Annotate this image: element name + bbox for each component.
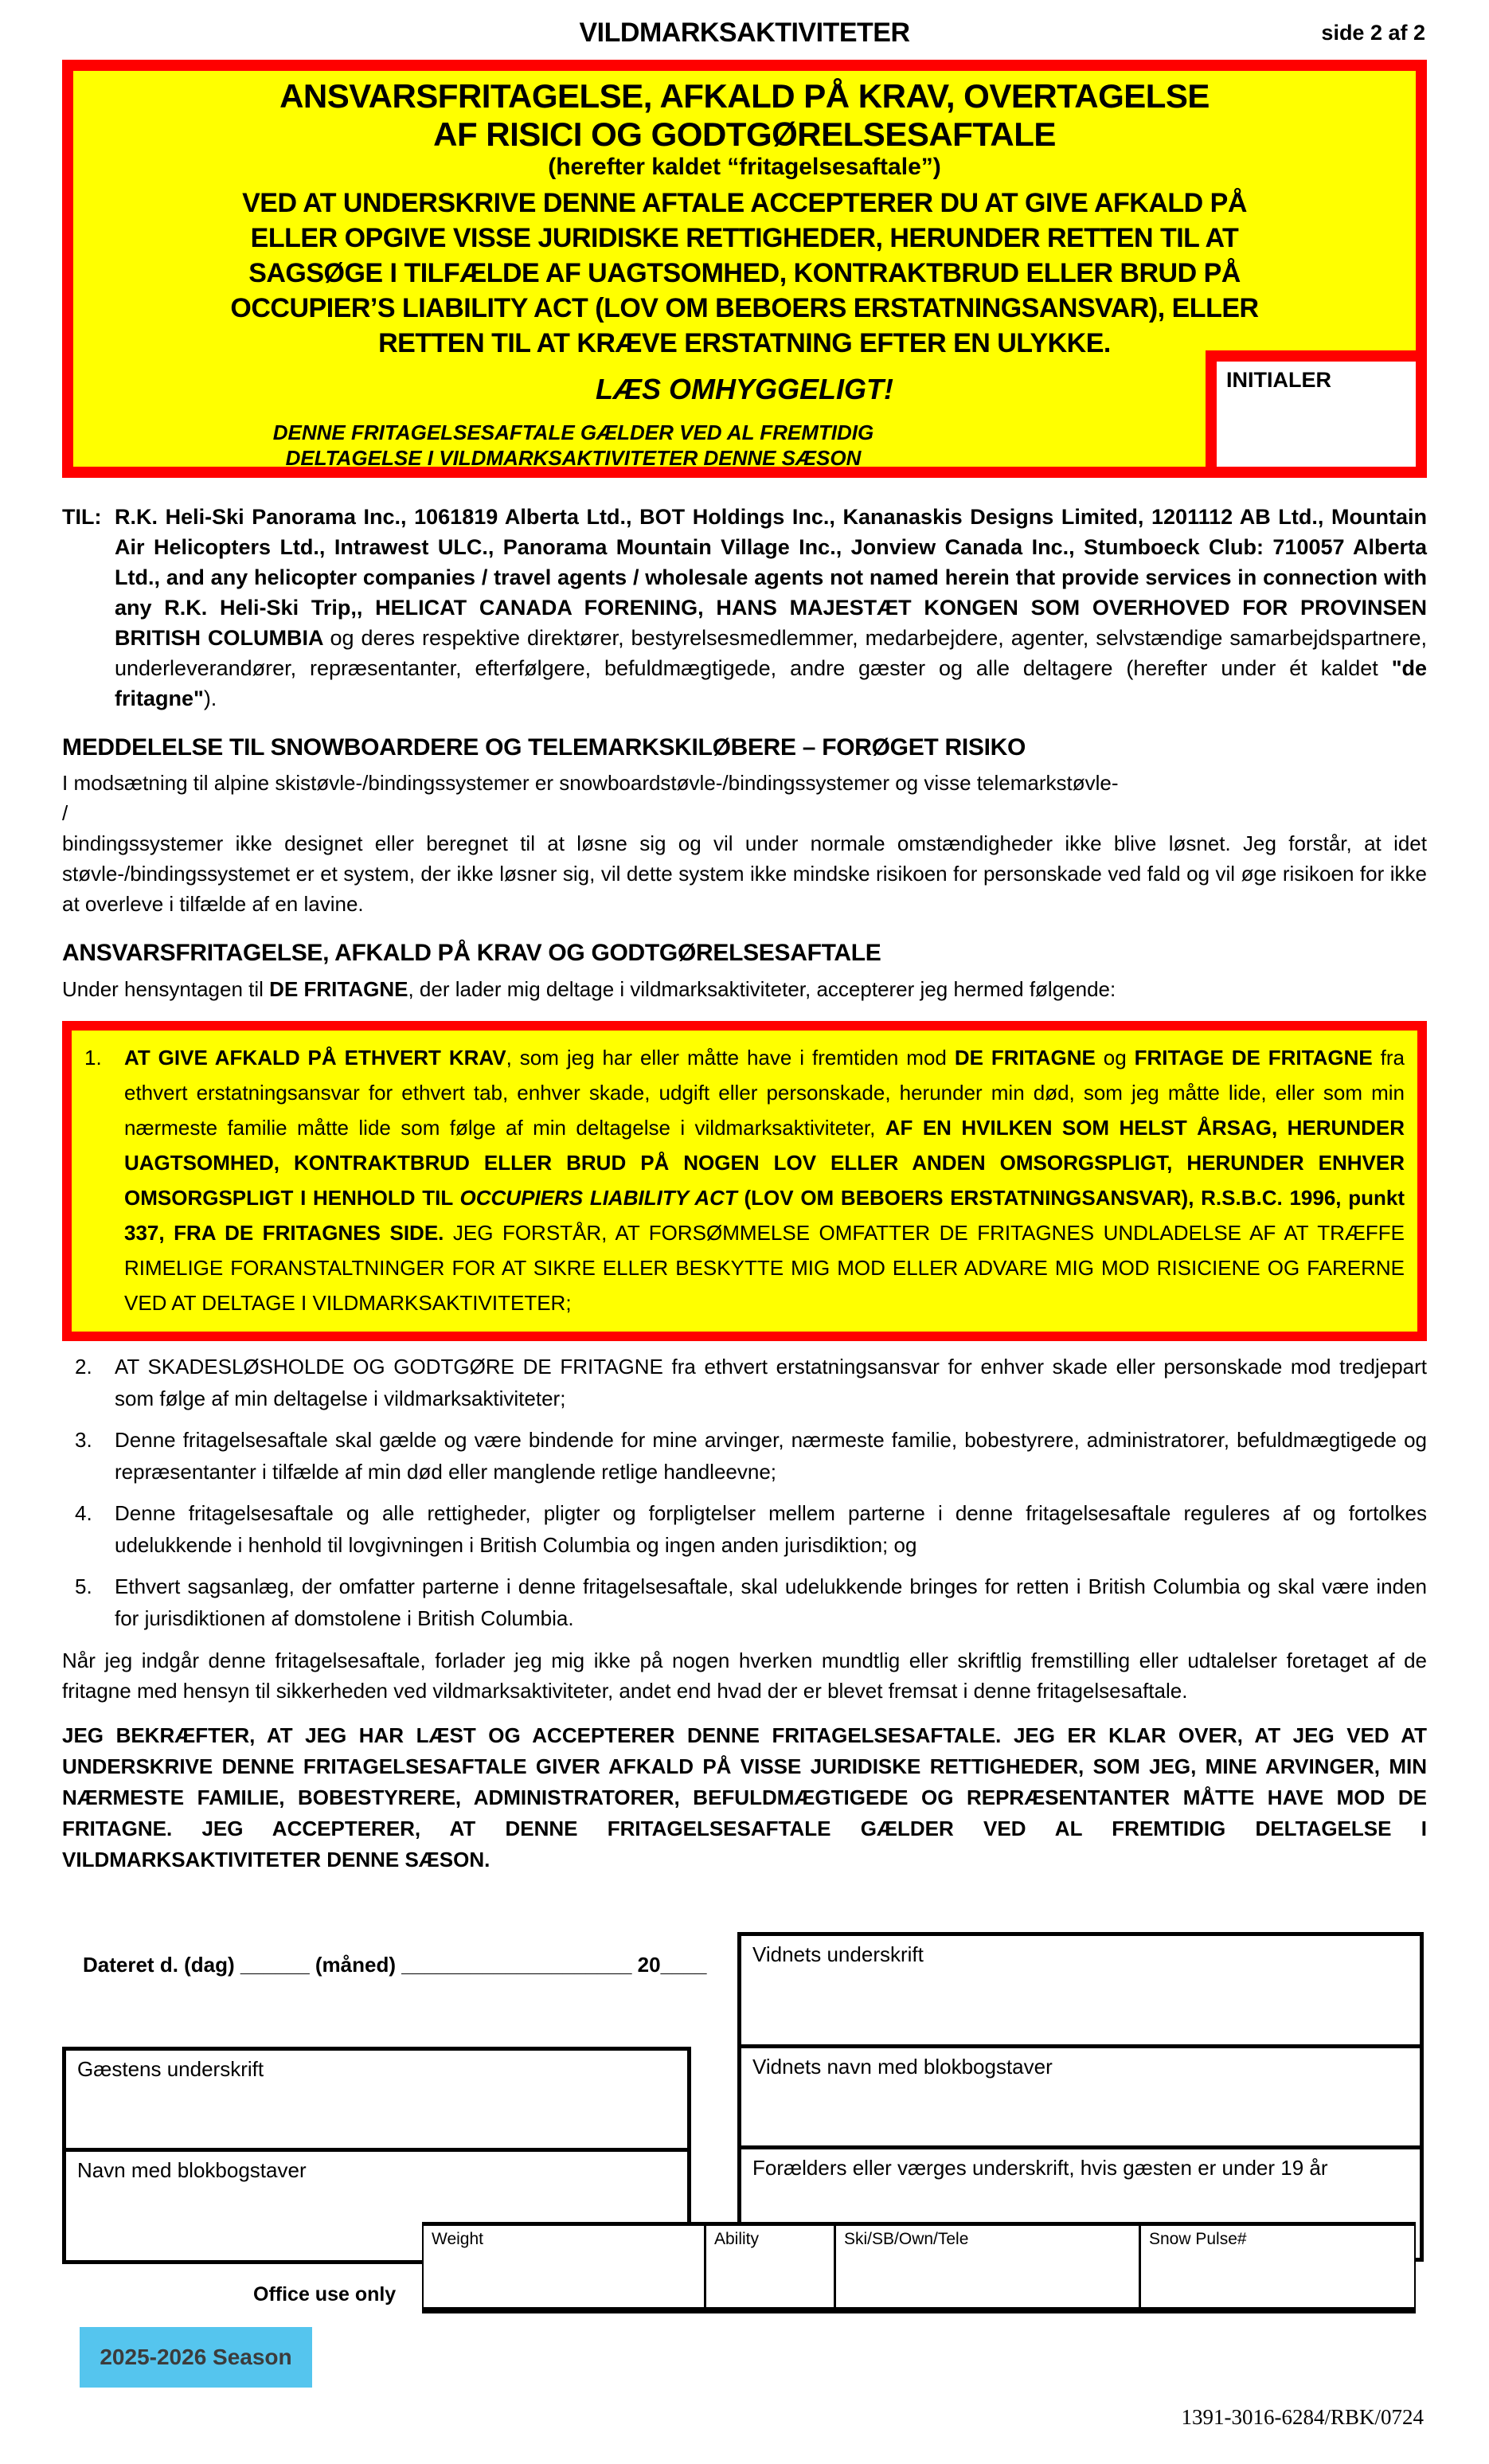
waiver-warning-line: SAGSØGE I TILFÆLDE AF UAGTSOMHED, KONTRAKTBRUD ELLER BRUD PÅ (248, 258, 1241, 288)
clause-2-text: AT SKADESLØSHOLDE OG GODTGØRE DE FRITAGNE fra ethvert erstatningsansvar for enhver skade eller personskade mod tredjepart som følge af min deltagelse i vildmarksaktiviteter; (115, 1355, 1427, 1410)
released-parties-text: R.K. Heli-Ski Panorama Inc., 1061819 Alberta Ltd., BOT Holdings Inc., Kananaskis Designs Limited, 1201112 AB Ltd., Mountain Air Helicopters Ltd., Intrawest ULC., Panorama Mountain Village Inc., Jonview Canada Inc., Stumboeck Club: 710057 Alberta Ltd., and any helicopter companies / travel agents / wholesale agents not named herein that provide services in connection with any R.K. Heli-Ski Trip,, HELICAT CANADA FORENING, HANS MAJESTÆT KONGEN SOM OVERHOVED FOR PROVINSEN BRITISH COLUMBIA og deres respektive direktører, bestyrelsesmedlemmer, medarbejdere, agenter, selvstændige samarbejdspartnere, underleverandører, repræsentanter, efterfølgere, befuldmægtigede, andre gæster og alle deltagere (herefter under ét kaldet "de fritagne"). (115, 505, 1427, 710)
page-number: side 2 af 2 (1321, 21, 1425, 45)
weight-cell[interactable]: Weight (424, 2226, 706, 2307)
snow-pulse-cell[interactable]: Snow Pulse# (1149, 2230, 1247, 2248)
clause-1-text: AT GIVE AFKALD PÅ ETHVERT KRAV, som jeg har eller måtte have i fremtiden mod DE FRITAGNE og FRITAGE DE FRITAGNE fra ethvert erstatningsansvar for ethvert tab, enhver skade, udgift eller personskade, herunder min død, som jeg måtte lide, eller som min nærmeste familie måtte lide som følge af min deltagelse i vildmarksaktiviteter, AF EN HVILKEN SOM HELST ÅRSAG, HERUNDER UAGTSOMHED, KONTRAKTBRUD ELLER BRUD PÅ NOGEN LOV ELLER ANDEN OMSORGSPLIGT, HERUNDER ENHVER OMSORGSPLIGT I HENHOLD TIL OCCUPIERS LIABILITY ACT (LOV OM BEBOERS ERSTATNINGSANSVAR), R.S.B.C. 1996, punkt 337, FRA DE FRITAGNES SIDE. JEG FORSTÅR, AT FORSØMMELSE OMFATTER DE FRITAGNES UNDLADELSE AF AT TRÆFFE RIMELIGE FORANSTALTNINGER FOR AT SIKRE ELLER BESKYTTE MIG MOD ELLER ADVARE MIG MOD RISICIENE OG FARERNE VED AT DELTAGE I VILDMARKSAKTIVITETER; (124, 1046, 1405, 1315)
clause-3 (62, 1424, 1427, 1488)
season-badge: 2025-2026 Season (80, 2327, 312, 2388)
witness-name-label: Vidnets navn med blokbogstaver (752, 2055, 1053, 2079)
witness-signature-label: Vidnets underskrift (752, 1942, 924, 1966)
clause-3-text: Denne fritagelsesaftale skal gælde og være bindende for mine arvinger, nærmeste familie, bobestyrere, administratorer, befuldmægtigede og repræsentanter i tilfælde af min død eller manglende retlige handleevne; (115, 1428, 1427, 1484)
clause-3-number: 3. (75, 1428, 92, 1452)
snowboarder-notice-text: I modsætning til alpine skistøvle-/bindingssystemer er snowboardstøvle-/bindingssystemer og visse telemarkstøvle- / bindingssystemer ikke designet eller beregnet til at løsne sig og vil under normale omstændigheder ikke blive løsnet. Jeg forstår, at idet støvle-/bindingssystemet er et system, der ikke løsner sig, vil dette system ikke mindske risikoen for personskade ved fald og vil øge risikoen for ikke at overleve i tilfælde af en lavine. (62, 771, 1427, 916)
waiver-title-line2: AF RISICI OG GODTGØRELSESAFTALE (433, 115, 1056, 153)
waiver-warning-line: RETTEN TIL AT KRÆVE ERSTATNING EFTER EN ULYKKE. (378, 328, 1111, 358)
parent-guardian-signature-label: Forælders eller værges underskrift, hvis gæsten er under 19 år (752, 2156, 1328, 2180)
no-reliance-paragraph: Når jeg indgår denne fritagelsesaftale, forlader jeg mig ikke på nogen hverken mundtlig eller skriftlig fremstilling eller udtalelser foretaget af de fritagne med hensyn til sikkerheden ved vildmarksaktiviteter, andet end hvad der er blevet fremsat i denne fritagelsesaftale. (62, 1649, 1427, 1703)
waiver-warning-line: OCCUPIER’S LIABILITY ACT (LOV OM BEBOERS ERSTATNINGSANSVAR), ELLER (230, 293, 1259, 323)
clause-4 (62, 1497, 1427, 1561)
release-heading: ANSVARSFRITAGELSE, AFKALD PÅ KRAV OG GODTGØRELSESAFTALE (62, 940, 881, 966)
ability-cell[interactable]: Ability (706, 2226, 836, 2307)
season-applicability-line: DELTAGELSE I VILDMARKSAKTIVITETER DENNE SÆSON (285, 446, 862, 470)
office-use-section (62, 2210, 1427, 2329)
clause-5 (62, 1570, 1427, 1634)
page-header (0, 18, 1489, 53)
initials-label: INITIALER (1226, 368, 1331, 392)
season-applicability-line: DENNE FRITAGELSESAFTALE GÆLDER VED AL FREMTIDIG (272, 420, 874, 444)
clause-2-number: 2. (75, 1355, 92, 1379)
waiver-title-line1: ANSVARSFRITAGELSE, AFKALD PÅ KRAV, OVERTAGELSE (279, 77, 1210, 115)
guest-signature-label: Gæstens underskrift (77, 2057, 264, 2081)
released-parties-paragraph (62, 502, 1427, 714)
acknowledgement-paragraph: JEG BEKRÆFTER, AT JEG HAR LÆST OG ACCEPTERER DENNE FRITAGELSESAFTALE. JEG ER KLAR OVER, AT JEG VED AT UNDERSKRIVE DENNE FRITAGELSESAFTALE GIVER AFKALD PÅ VISSE JURIDISKE RETTIGHEDER, SOM JEG, MINE ARVINGER, MIN NÆRMESTE FAMILIE, BOBESTYRERE, ADMINISTRATORER, BEFULDMÆGTIGEDE OG REPRÆSENTANTER MÅTTE HAVE MOD DE FRITAGNE. JEG ACCEPTERER, AT DENNE FRITAGELSESAFTALE GÆLDER VED AL FREMTIDIG DELTAGELSE I VILDMARKSAKTIVITETER DENNE SÆSON. (62, 1723, 1427, 1871)
clause-4-number: 4. (75, 1501, 92, 1525)
witness-signature-field[interactable] (737, 1932, 1424, 2048)
waive-claims-clause-box (62, 1021, 1427, 1341)
release-intro: Under hensyntagen til DE FRITAGNE, der lader mig deltage i vildmarksaktiviteter, accepterer jeg hermed følgende: (62, 977, 1116, 1001)
clause-5-number: 5. (75, 1574, 92, 1598)
waiver-warning-line: VED AT UNDERSKRIVE DENNE AFTALE ACCEPTERER DU AT GIVE AFKALD PÅ (242, 188, 1247, 218)
clause-1-number: 1. (84, 1046, 102, 1070)
office-use-label: Office use only (253, 2283, 397, 2306)
waiver-warning-lines (73, 186, 1416, 361)
waiver-warning-line: ELLER OPGIVE VISSE JURIDISKE RETTIGHEDER, HERUNDER RETTEN TIL AT (250, 223, 1239, 253)
document-title: VILDMARKSAKTIVITETER (579, 18, 910, 48)
season-applicability-note (73, 420, 1073, 471)
read-carefully-note: LÆS OMHYGGELIGT! (596, 373, 893, 405)
liability-warning-box (62, 60, 1427, 478)
document-body (62, 60, 1427, 1875)
date-field[interactable]: Dateret d. (dag) ______ (måned) ____________________ 20____ (83, 1953, 707, 1977)
to-label: TIL: (62, 505, 102, 529)
initials-field[interactable] (1206, 350, 1427, 478)
guest-name-label: Navn med blokbogstaver (77, 2158, 307, 2182)
guest-signature-field[interactable] (62, 2047, 691, 2152)
waiver-subtitle: (herefter kaldet “fritagelsesaftale”) (548, 154, 941, 180)
clause-2 (62, 1351, 1427, 1414)
office-use-table (422, 2222, 1416, 2313)
clause-5-text: Ethvert sagsanlæg, der omfatter parterne i denne fritagelsesaftale, skal udelukkende bringes for retten i British Columbia og skal være inden for jurisdiktionen af domstolene i British Columbia. (115, 1574, 1427, 1630)
clause-1 (72, 1040, 1405, 1320)
form-code: 1391-3016-6284/RBK/0724 (1181, 2405, 1424, 2429)
snowboarder-notice-heading: MEDDELELSE TIL SNOWBOARDERE OG TELEMARKSKILØBERE – FORØGET RISIKO (62, 734, 1026, 761)
witness-name-field[interactable] (737, 2044, 1424, 2149)
ski-sb-own-tele-cell[interactable]: Ski/SB/Own/Tele (836, 2226, 1141, 2307)
clause-4-text: Denne fritagelsesaftale og alle rettigheder, pligter og forpligtelser mellem parterne i denne fritagelsesaftale reguleres af og fortolkes udelukkende i henhold til lovgivningen i British Columbia og ingen anden jurisdiktion; og (115, 1501, 1427, 1557)
